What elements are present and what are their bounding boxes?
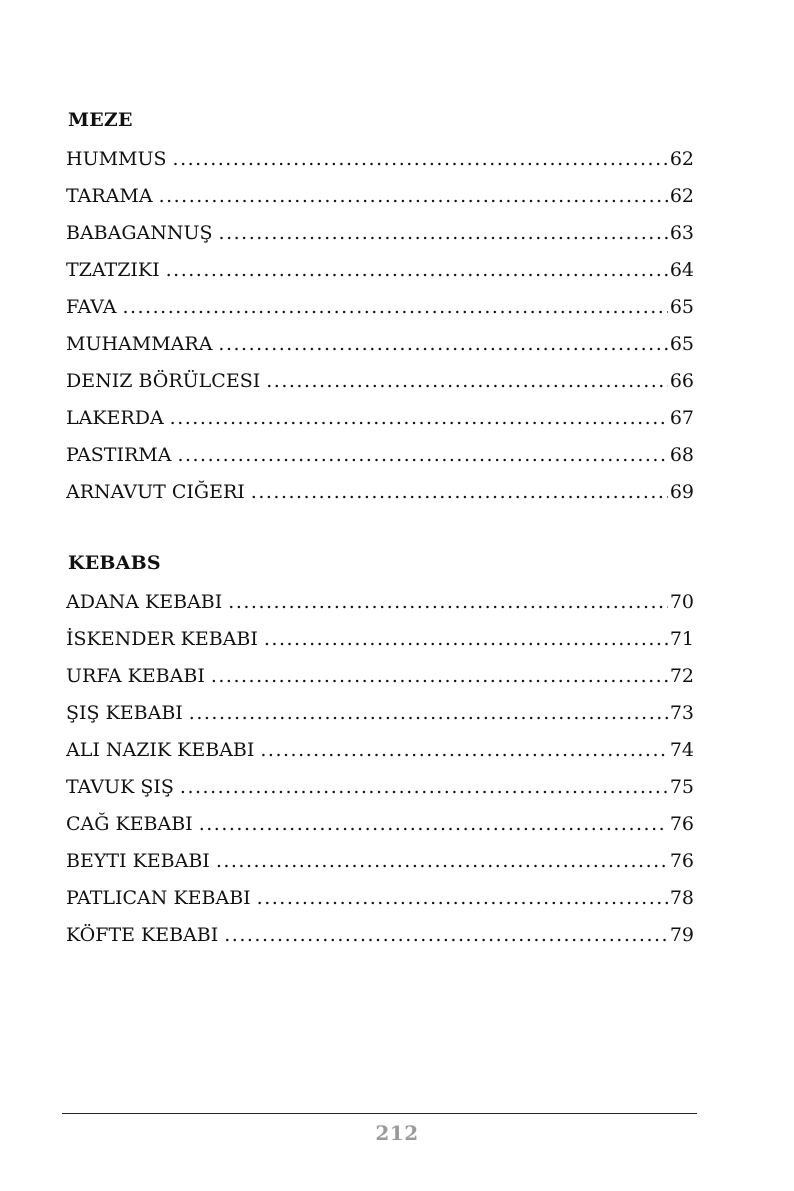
toc-entry[interactable] — [66, 400, 694, 437]
entry-page-number: 67 — [669, 407, 694, 429]
toc-entry[interactable] — [66, 695, 694, 732]
entry-title: ŞIŞ KEBABI — [66, 702, 183, 724]
toc-entry[interactable] — [66, 584, 694, 621]
dot-leader — [216, 843, 668, 880]
dot-leader — [159, 178, 668, 215]
toc-list — [66, 141, 694, 511]
dot-leader — [199, 806, 668, 843]
dot-leader — [180, 769, 668, 806]
dot-leader — [173, 141, 668, 178]
dot-leader — [264, 621, 668, 658]
toc-entry[interactable] — [66, 621, 694, 658]
dot-leader — [228, 584, 668, 621]
entry-page-number: 63 — [669, 222, 694, 244]
entry-page-number: 65 — [669, 333, 694, 355]
entry-page-number: 71 — [669, 628, 694, 650]
entry-title: LAKERDA — [66, 407, 164, 429]
entry-title: CAĞ KEBABI — [66, 813, 193, 835]
entry-title: FAVA — [66, 296, 117, 318]
dot-leader — [166, 252, 668, 289]
page-number: 212 — [375, 1121, 419, 1145]
entry-title: ARNAVUT CIĞERI — [66, 481, 245, 503]
entry-page-number: 66 — [669, 370, 694, 392]
entry-title: URFA KEBABI — [66, 665, 205, 687]
section-heading: MEZE — [68, 109, 133, 131]
dot-leader — [189, 695, 668, 732]
dot-leader — [219, 215, 668, 252]
entry-page-number: 74 — [669, 739, 694, 761]
entry-page-number: 76 — [669, 850, 694, 872]
entry-page-number: 65 — [669, 296, 694, 318]
toc-entry[interactable] — [66, 363, 694, 400]
entry-title: ADANA KEBABI — [66, 591, 223, 613]
entry-page-number: 79 — [669, 924, 694, 946]
entry-page-number: 78 — [669, 887, 694, 909]
dot-leader — [260, 732, 667, 769]
dot-leader — [170, 400, 668, 437]
dot-leader — [122, 289, 667, 326]
toc-entry[interactable] — [66, 474, 694, 511]
toc-section-kebabs — [66, 549, 694, 954]
dot-leader — [266, 363, 668, 400]
entry-title: DENIZ BÖRÜLCESI — [66, 370, 261, 392]
toc-entry[interactable] — [66, 806, 694, 843]
entry-page-number: 75 — [669, 776, 694, 798]
entry-page-number: 70 — [669, 591, 694, 613]
dot-leader — [218, 326, 667, 363]
entry-title: BEYTI KEBABI — [66, 850, 210, 872]
entry-page-number: 73 — [669, 702, 694, 724]
entry-page-number: 64 — [669, 259, 694, 281]
toc-entry[interactable] — [66, 141, 694, 178]
entry-title: TAVUK ŞIŞ — [66, 776, 174, 798]
entry-title: MUHAMMARA — [66, 333, 213, 355]
entry-title: TZATZIKI — [66, 259, 160, 281]
entry-page-number: 62 — [669, 148, 694, 170]
entry-title: PASTIRMA — [66, 444, 172, 466]
entry-page-number: 76 — [669, 813, 694, 835]
entry-title: BABAGANNUŞ — [66, 222, 213, 244]
entry-title: HUMMUS — [66, 148, 167, 170]
entry-title: PATLICAN KEBABI — [66, 887, 251, 909]
toc-entry[interactable] — [66, 289, 694, 326]
toc-entry[interactable] — [66, 880, 694, 917]
dot-leader — [224, 917, 668, 954]
toc-entry[interactable] — [66, 732, 694, 769]
entry-page-number: 62 — [669, 185, 694, 207]
entry-page-number: 68 — [669, 444, 694, 466]
entry-title: TARAMA — [66, 185, 153, 207]
entry-title: ALI NAZIK KEBABI — [66, 739, 255, 761]
toc-entry[interactable] — [66, 658, 694, 695]
toc-entry[interactable] — [66, 843, 694, 880]
toc-entry[interactable] — [66, 917, 694, 954]
toc-section-meze — [66, 106, 694, 511]
toc-entry[interactable] — [66, 437, 694, 474]
section-heading: KEBABS — [68, 552, 161, 574]
dot-leader — [177, 437, 667, 474]
dot-leader — [257, 880, 668, 917]
toc-entry[interactable] — [66, 769, 694, 806]
dot-leader — [251, 474, 668, 511]
toc-entry[interactable] — [66, 252, 694, 289]
toc-entry[interactable] — [66, 215, 694, 252]
footer-divider — [62, 1113, 697, 1114]
toc-list — [66, 584, 694, 954]
entry-page-number: 72 — [669, 665, 694, 687]
dot-leader — [211, 658, 668, 695]
entry-page-number: 69 — [669, 481, 694, 503]
toc-entry[interactable] — [66, 326, 694, 363]
entry-title: KÖFTE KEBABI — [66, 924, 219, 946]
entry-title: İSKENDER KEBABI — [66, 628, 258, 650]
toc-entry[interactable] — [66, 178, 694, 215]
